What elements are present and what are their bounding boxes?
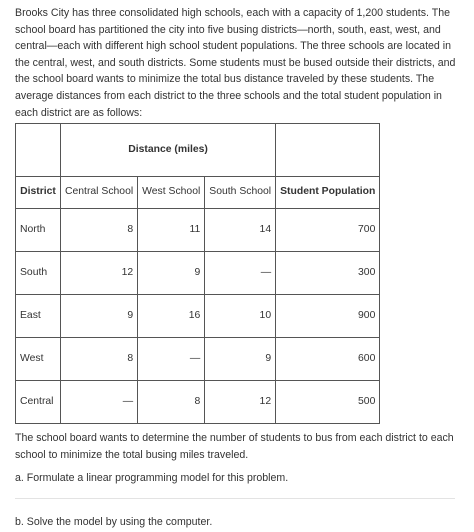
population-cell: 600 (276, 338, 380, 381)
question-part-b: b. Solve the model by using the computer. (15, 516, 213, 528)
district-cell: Central (16, 381, 61, 424)
west-distance-cell: 11 (138, 209, 205, 252)
question-part-a: a. Formulate a linear programming model for this problem. (15, 472, 289, 484)
empty-header-cell (276, 124, 380, 177)
population-cell: 700 (276, 209, 380, 252)
district-cell: North (16, 209, 61, 252)
south-distance-cell: 12 (205, 381, 276, 424)
south-distance-cell: 10 (205, 295, 276, 338)
problem-intro: Brooks City has three consolidated high schools, each with a capacity of 1,200 students. The school board has partitioned the city into five busing districts—north, south, east, west, and central—each with different high school student populations. The three schools are located in the central, west, and south districts. Some students must be bused outside their districts, and the school board wants to minimize the total bus distance traveled by these students. The average distances from each district to the three schools and the total student population in each district are as follows: (15, 7, 456, 119)
problem-statement-continued: The school board wants to determine the number of students to bus from each district to each school to minimize the total busing miles traveled. (15, 432, 454, 461)
central-distance-cell: 9 (61, 295, 138, 338)
table-row (16, 252, 380, 295)
header-south-school: South School (205, 177, 276, 209)
table-row (16, 338, 380, 381)
district-cell: West (16, 338, 61, 381)
distance-group-header: Distance (miles) (61, 124, 276, 177)
central-distance-cell: 8 (61, 209, 138, 252)
corner-cell (16, 124, 61, 177)
table-row (16, 209, 380, 252)
table-row (16, 295, 380, 338)
west-distance-cell: 9 (138, 252, 205, 295)
header-district: District (16, 177, 61, 209)
central-distance-cell: 12 (61, 252, 138, 295)
west-distance-cell: — (138, 338, 205, 381)
table-group-header-row (16, 124, 380, 177)
header-west-school: West School (138, 177, 205, 209)
south-distance-cell: 9 (205, 338, 276, 381)
table-column-header-row (16, 177, 380, 209)
population-cell: 900 (276, 295, 380, 338)
west-distance-cell: 8 (138, 381, 205, 424)
population-cell: 300 (276, 252, 380, 295)
header-central-school: Central School (61, 177, 138, 209)
west-distance-cell: 16 (138, 295, 205, 338)
central-distance-cell: 8 (61, 338, 138, 381)
header-student-population: Student Population (276, 177, 380, 209)
central-distance-cell: — (61, 381, 138, 424)
table-row (16, 381, 380, 424)
south-distance-cell: — (205, 252, 276, 295)
south-distance-cell: 14 (205, 209, 276, 252)
section-divider (15, 498, 455, 499)
population-cell: 500 (276, 381, 380, 424)
district-cell: East (16, 295, 61, 338)
distance-table (15, 123, 380, 424)
district-cell: South (16, 252, 61, 295)
